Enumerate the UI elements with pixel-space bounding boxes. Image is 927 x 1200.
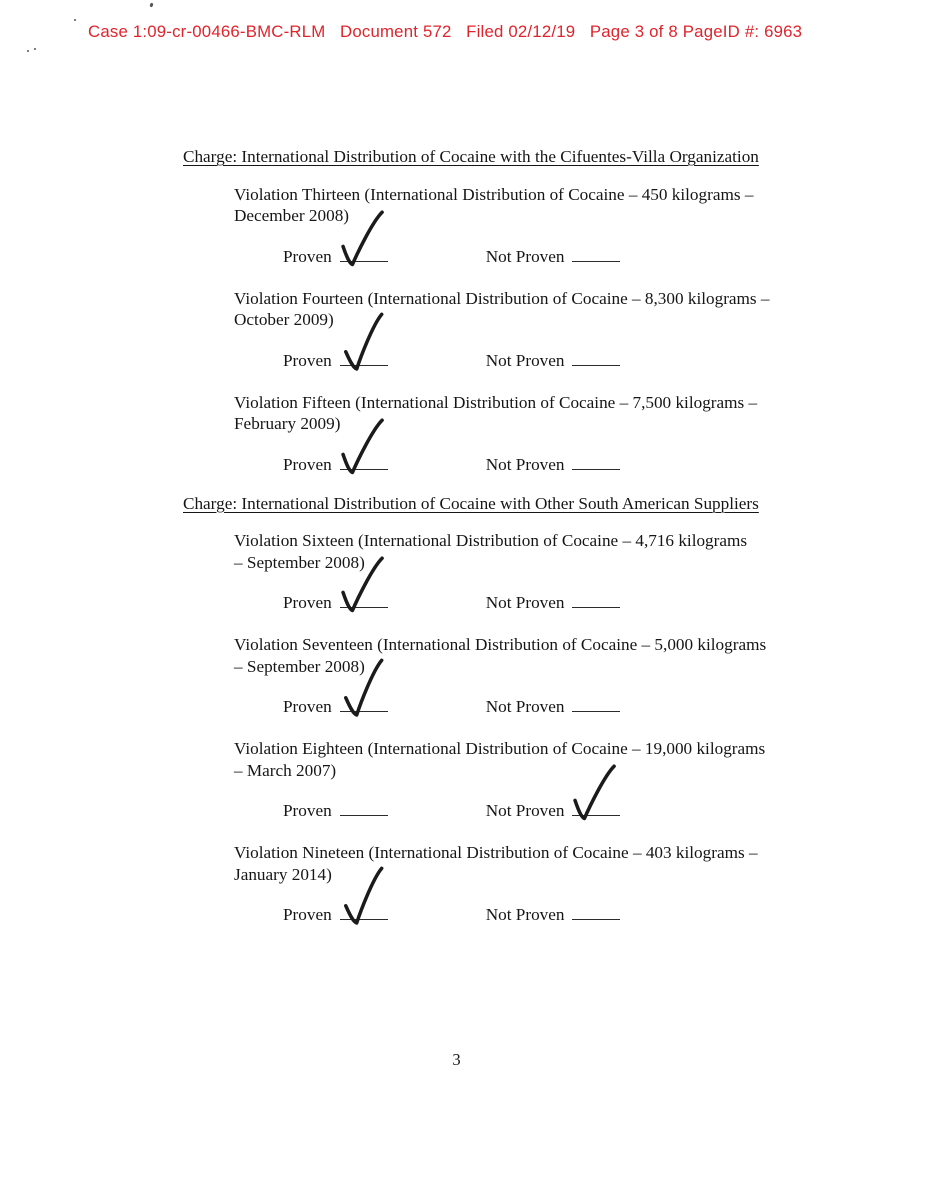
not-proven-label: Not Proven [485, 905, 565, 924]
not-proven-blank-line [572, 452, 620, 470]
verdict-row [283, 902, 813, 930]
proven-label: Proven [283, 697, 332, 716]
not-proven-blank-line [572, 798, 620, 816]
violation-sixteen [234, 530, 813, 618]
violation-nineteen [234, 842, 813, 930]
violation-text-line1: Violation Eighteen (International Distribution of Cocaine – 19,000 kilograms [234, 739, 766, 758]
verdict-sheet-content [183, 146, 813, 930]
violation-text-line2: – September 2008) [234, 656, 365, 676]
proven-blank-line [340, 348, 388, 366]
proven-label: Proven [283, 905, 332, 924]
verdict-row [283, 452, 813, 480]
not-proven-label: Not Proven [485, 246, 565, 266]
not-proven-label: Not Proven [485, 350, 565, 370]
proven-blank-line [340, 694, 388, 712]
violation-text-line1: Violation Sixteen (International Distribution of Cocaine – 4,716 kilograms [234, 531, 748, 550]
not-proven-blank-line [572, 902, 620, 920]
charge-section-other-south-american [183, 493, 813, 931]
charge-heading: Charge: International Distribution of Cocaine with Other South American Suppliers [183, 493, 759, 513]
verdict-row [283, 244, 813, 272]
charge-section-cifuentes-villa [183, 146, 813, 480]
verdict-row [283, 590, 813, 618]
violation-text-line1: Violation Fourteen (International Distribution of Cocaine – 8,300 kilograms – [234, 288, 770, 308]
not-proven-label: Not Proven [485, 801, 565, 820]
not-proven-label: Not Proven [485, 697, 565, 716]
violation-seventeen [234, 634, 813, 722]
proven-label: Proven [283, 454, 332, 474]
violation-text-line2: February 2009) [234, 414, 341, 433]
violation-fourteen [234, 288, 813, 376]
proven-blank-line [340, 452, 388, 470]
violation-text-line2: October 2009) [234, 310, 334, 329]
scan-speck [34, 48, 36, 50]
scan-speck [74, 19, 76, 21]
not-proven-label: Not Proven [485, 454, 565, 474]
proven-blank-line [340, 902, 388, 920]
scan-speck [27, 50, 29, 52]
proven-label: Proven [283, 593, 332, 612]
verdict-row [283, 694, 813, 722]
violation-text-line1: Violation Fifteen (International Distribution of Cocaine – 7,500 kilograms – [234, 392, 758, 412]
violation-text-line2: – September 2008) [234, 552, 365, 572]
proven-blank-line [340, 798, 388, 816]
violation-text-line2: December 2008) [234, 206, 350, 225]
violation-text-line2: – March 2007) [234, 760, 337, 780]
proven-label: Proven [283, 350, 332, 370]
proven-blank-line [340, 244, 388, 262]
violation-text-line1: Violation Thirteen (International Distribution of Cocaine – 450 kilograms – [234, 184, 754, 204]
not-proven-label: Not Proven [485, 593, 565, 612]
proven-label: Proven [283, 246, 332, 266]
violation-text-line1: Violation Seventeen (International Distribution of Cocaine – 5,000 kilograms [234, 635, 767, 654]
verdict-row [283, 798, 813, 826]
verdict-row [283, 348, 813, 376]
not-proven-blank-line [572, 590, 620, 608]
proven-blank-line [340, 590, 388, 608]
not-proven-blank-line [572, 694, 620, 712]
violation-eighteen [234, 738, 813, 826]
violation-thirteen [234, 184, 813, 272]
scan-speck [149, 3, 153, 8]
charge-heading: Charge: International Distribution of Cocaine with the Cifuentes-Villa Organization [183, 147, 759, 166]
page-number: 3 [452, 1050, 461, 1069]
proven-label: Proven [283, 801, 332, 820]
not-proven-blank-line [572, 348, 620, 366]
violation-text-line1: Violation Nineteen (International Distribution of Cocaine – 403 kilograms – [234, 843, 758, 862]
violation-fifteen [234, 392, 813, 480]
violation-text-line2: January 2014) [234, 864, 332, 884]
not-proven-blank-line [572, 244, 620, 262]
ecf-case-header: Case 1:09-cr-00466-BMC-RLM Document 572 Filed 02/12/19 Page 3 of 8 PageID #: 6963 [88, 22, 803, 41]
